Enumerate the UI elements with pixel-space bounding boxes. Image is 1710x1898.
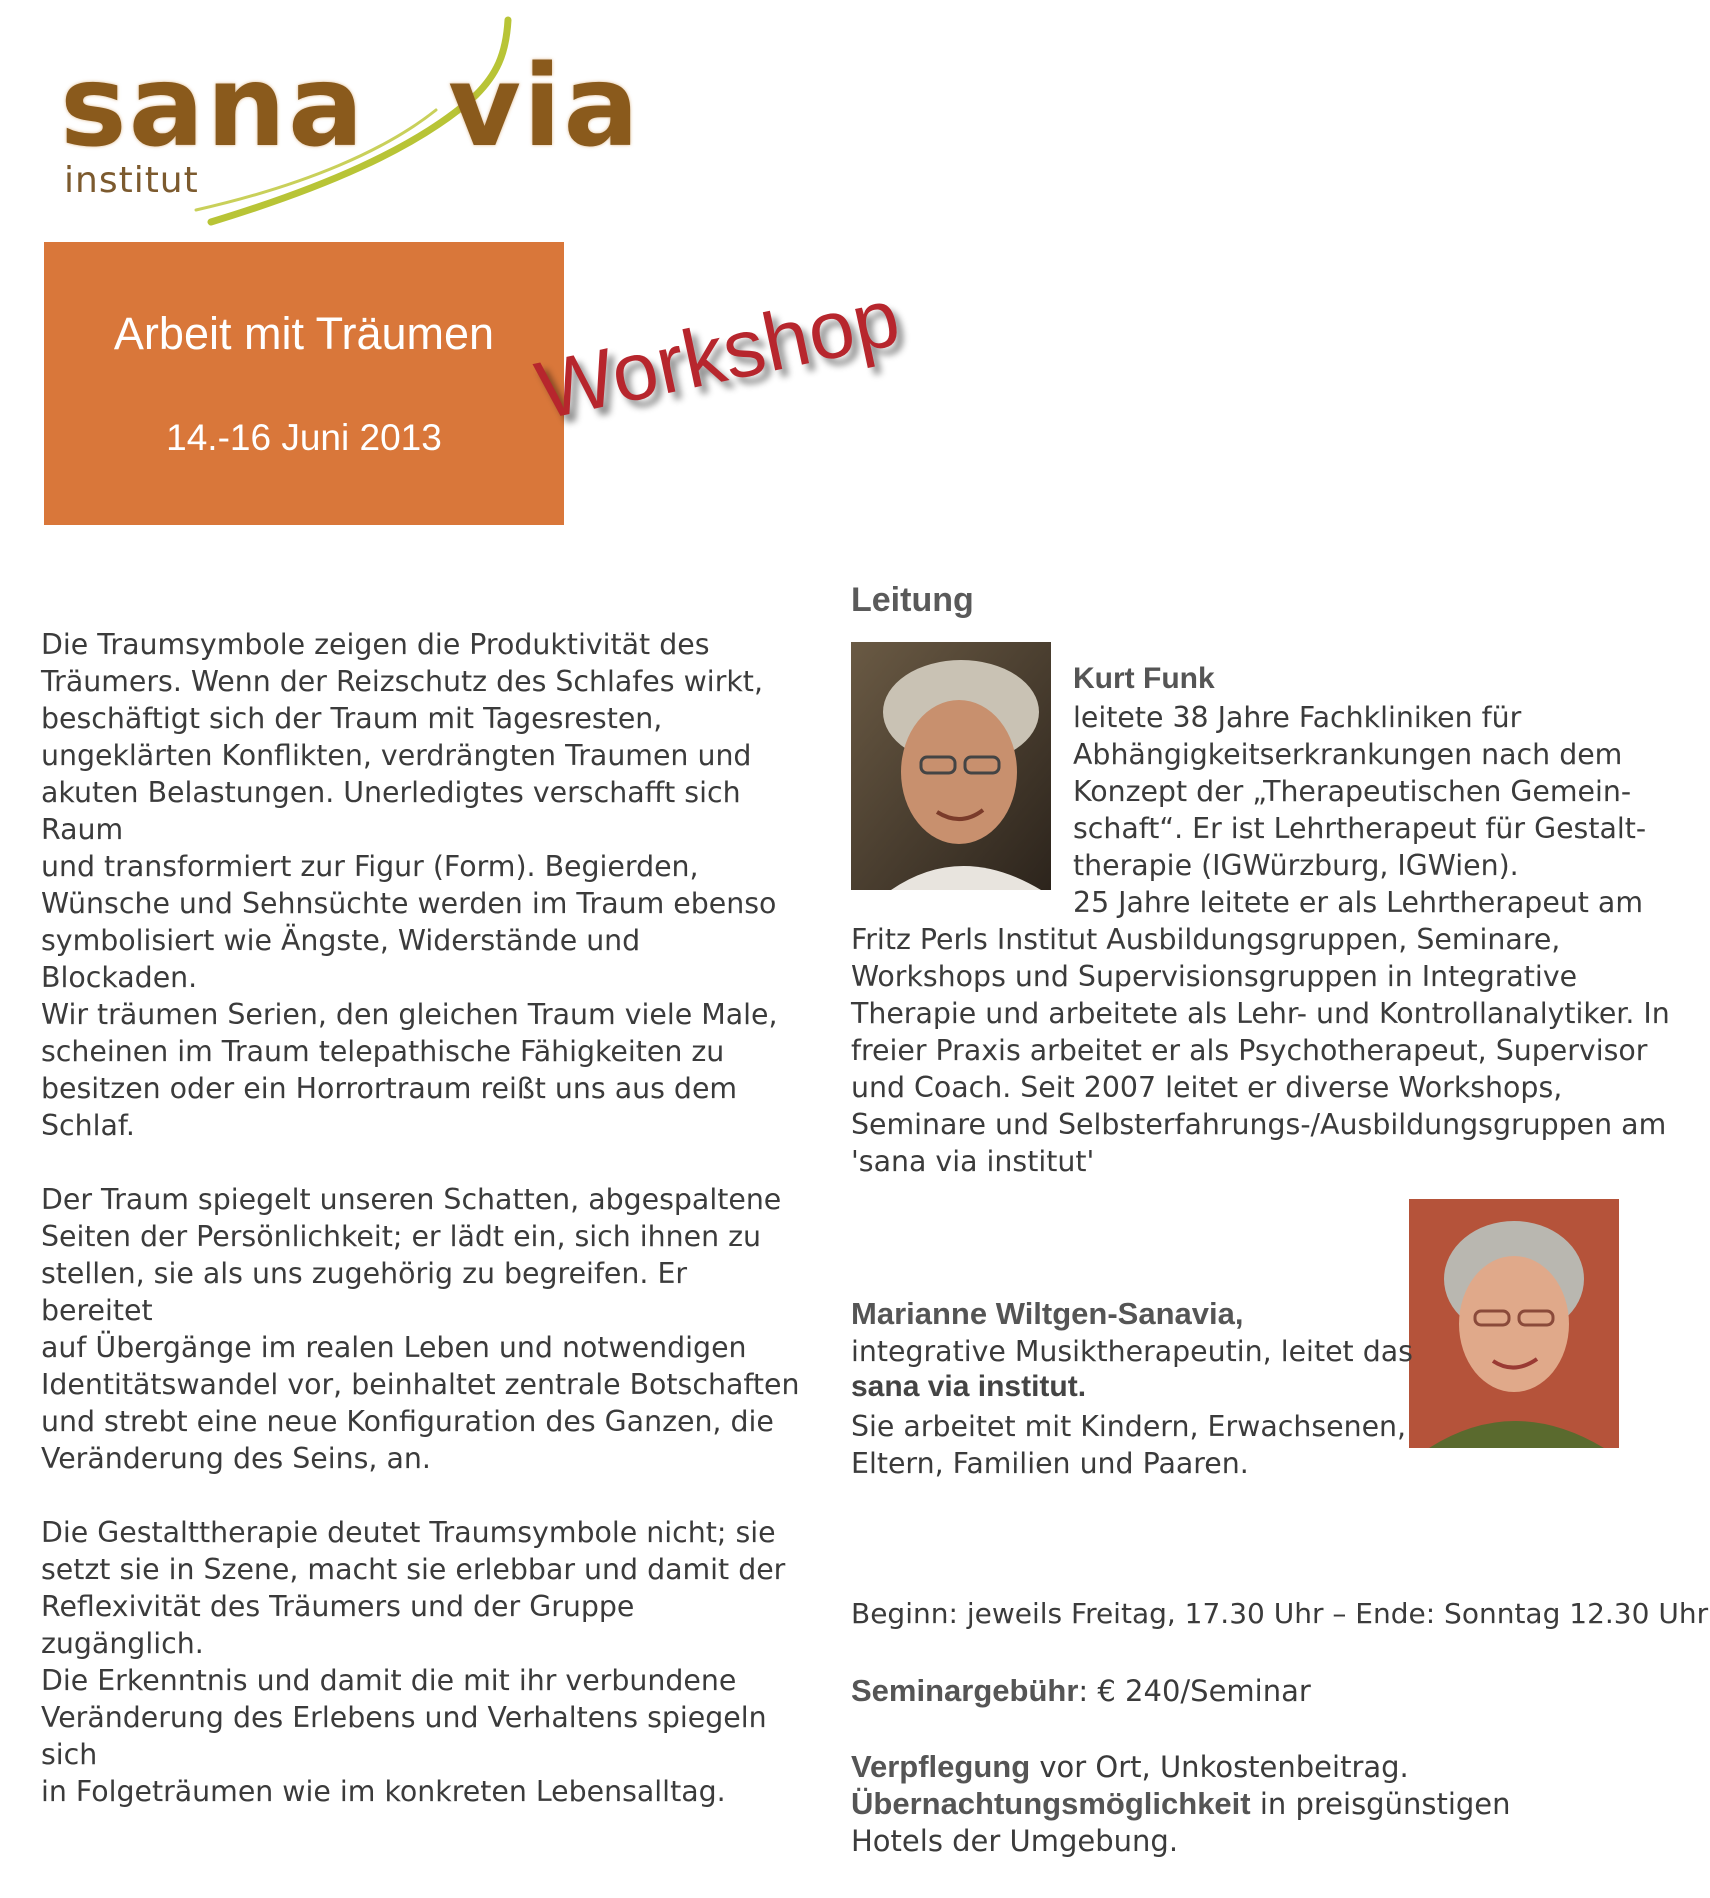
text-line: Abhängigkeitserkrankungen nach dem [1073, 738, 1623, 771]
title-box [44, 242, 564, 525]
text-line: Träumers. Wenn der Reizschutz des Schlafes wirkt, [41, 665, 763, 698]
text-line: Wünsche und Sehnsüchte werden im Traum ebenso [41, 887, 777, 920]
event-title: Arbeit mit Träumen [113, 308, 495, 359]
workshop-stamp: Workshop [528, 271, 908, 438]
text-line: Therapie und arbeitete als Lehr- und Kontrollanalytiker. In [851, 997, 1670, 1030]
text-line: Wir träumen Serien, den gleichen Traum viele Male, [41, 998, 778, 1031]
text-line: Identitätswandel vor, beinhaltet zentrale Botschaften [41, 1368, 800, 1401]
text-line: in Folgeträumen wie im konkreten Lebensalltag. [41, 1775, 726, 1808]
text-line: ungeklärten Konflikten, verdrängten Traumen und [41, 739, 752, 772]
logo [56, 0, 676, 230]
kurt-funk-name: Kurt Funk [1073, 662, 1215, 695]
food-label: Verpflegung [851, 1749, 1031, 1784]
text-line: Seminare und Selbsterfahrungs-/Ausbildungsgruppen am [851, 1108, 1667, 1141]
accommodation-info-line2: Hotels der Umgebung. [851, 1824, 1179, 1858]
text-line: und transformiert zur Figur (Form). Begierden, [41, 850, 699, 883]
text-line: beschäftigt sich der Traum mit Tagesresten, [41, 702, 663, 735]
accommodation-label: Übernachtungsmöglichkeit [851, 1786, 1251, 1821]
marianne-wiltgen-name: Marianne Wiltgen-Sanavia, [851, 1296, 1244, 1331]
accommodation-info [851, 1786, 1511, 1822]
text-line: setzt sie in Szene, macht sie erlebbar und damit der [41, 1553, 786, 1586]
paragraph-3 [41, 1514, 803, 1810]
text-line: 25 Jahre leitete er als Lehrtherapeut am [1073, 886, 1643, 919]
text-line: Sie arbeitet mit Kindern, Erwachsenen, [851, 1410, 1407, 1443]
text-line: Workshops und Supervisionsgruppen in Integrative [851, 960, 1578, 993]
marianne-wiltgen-role: integrative Musiktherapeutin, leitet das [851, 1335, 1413, 1368]
accommodation-value: in preisgünstigen [1250, 1787, 1511, 1821]
text-line: Reflexivität des Träumers und der Gruppe zugänglich. [41, 1590, 635, 1660]
text-line: Fritz Perls Institut Ausbildungsgruppen, Seminare, [851, 923, 1561, 956]
schedule-info: Beginn: jeweils Freitag, 17.30 Uhr – Ende: Sonntag 12.30 Uhr [851, 1597, 1709, 1630]
text-line: schaft“. Er ist Lehrtherapeut für Gestalt- [1073, 812, 1647, 845]
text-line: Veränderung des Erlebens und Verhaltens spiegeln sich [41, 1701, 767, 1771]
paragraph-2 [41, 1181, 803, 1477]
marianne-wiltgen-photo [1409, 1199, 1619, 1448]
fee-info [851, 1673, 1311, 1709]
institute-name: sana via institut. [851, 1370, 1087, 1403]
paragraph-1 [41, 626, 803, 1144]
text-line: und Coach. Seit 2007 leitet er diverse Workshops, [851, 1071, 1563, 1104]
text-line: Eltern, Familien und Paaren. [851, 1447, 1249, 1480]
description-column [41, 626, 803, 1847]
event-date: 14.-16 Juni 2013 [166, 417, 442, 458]
text-line: symbolisiert wie Ängste, Widerstände und Blockaden. [41, 924, 641, 994]
text-line: Konzept der „Therapeutischen Gemein- [1073, 775, 1632, 808]
marianne-wiltgen-bio [851, 1408, 1406, 1482]
text-line: Die Gestalttherapie deutet Traumsymbole nicht; sie [41, 1516, 776, 1549]
fee-label: Seminargebühr [851, 1673, 1079, 1708]
text-line: freier Praxis arbeitet er als Psychotherapeut, Supervisor [851, 1034, 1648, 1067]
food-value: vor Ort, Unkostenbeitrag. [1030, 1750, 1409, 1784]
text-line: Die Erkenntnis und damit die mit ihr verbundene [41, 1664, 737, 1697]
text-line: scheinen im Traum telepathische Fähigkeiten zu [41, 1035, 725, 1068]
text-line: therapie (IGWürzburg, IGWien). [1073, 849, 1519, 882]
food-info [851, 1749, 1409, 1785]
text-line: besitzen oder ein Horrortraum reißt uns aus dem [41, 1072, 738, 1105]
text-line: Die Traumsymbole zeigen die Produktivität des [41, 628, 710, 661]
logo-subtitle: institut [64, 160, 199, 201]
fee-value: : € 240/Seminar [1078, 1674, 1311, 1708]
text-line: 'sana via institut' [851, 1145, 1095, 1178]
text-line: akuten Belastungen. Unerledigtes verschafft sich Raum [41, 776, 741, 846]
text-line: stellen, sie als uns zugehörig zu begreifen. Er bereitet [41, 1257, 688, 1327]
text-line: leitete 38 Jahre Fachkliniken für [1073, 701, 1522, 734]
kurt-funk-bio-indented [1073, 699, 1646, 921]
kurt-funk-photo [851, 642, 1051, 890]
text-line: Seiten der Persönlichkeit; er lädt ein, sich ihnen zu [41, 1220, 762, 1253]
kurt-funk-bio-full [851, 921, 1670, 1180]
logo-word-via: via [448, 42, 641, 172]
text-line: Schlaf. [41, 1109, 135, 1142]
logo-word-sana: sana [60, 42, 366, 172]
text-line: auf Übergänge im realen Leben und notwendigen [41, 1331, 747, 1364]
leitung-heading: Leitung [851, 581, 974, 619]
text-line: Der Traum spiegelt unseren Schatten, abgespaltene [41, 1183, 782, 1216]
text-line: Veränderung des Seins, an. [41, 1442, 431, 1475]
text-line: und strebt eine neue Konfiguration des Ganzen, die [41, 1405, 774, 1438]
